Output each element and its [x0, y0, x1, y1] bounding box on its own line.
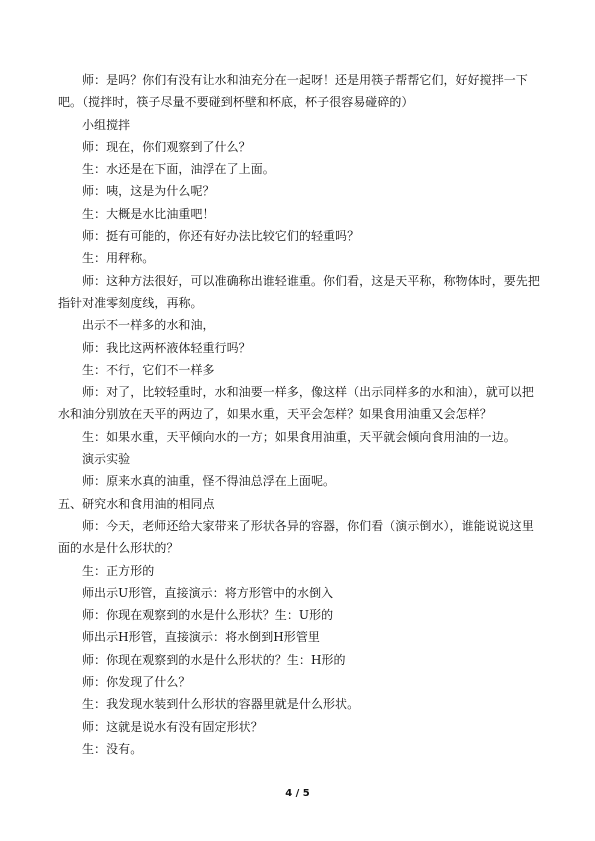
text-line: 师：对了，比较轻重时，水和油要一样多，像这样（出示同样多的水和油），就可以把: [82, 385, 534, 400]
text-line: 出示不一样多的水和油，: [82, 318, 215, 333]
text-line: 师：这就是说水有没有固定形状？: [82, 719, 263, 734]
text-line: 演示实验: [82, 452, 131, 467]
text-line: 师出示U形管，直接演示：将方形管中的水倒入: [82, 585, 334, 600]
text-line: 水和油分别放在天平的两边了，如果水重，天平会怎样？如果食用油重又会怎样？: [58, 407, 492, 422]
text-line: 生：如果水重，天平倾向水的一方；如果食用油重，天平就会倾向食用油的一边。: [82, 429, 516, 444]
page-body: [58, 72, 538, 763]
text-line: 五、研究水和食用油的相同点: [58, 496, 215, 511]
text-line: 师：这种方法很好，可以准确称出谁轻谁重。你们看，这是天平称，称物体时，要先把: [82, 273, 540, 288]
text-line: 师：你现在观察到的水是什么形状的？生：H形的: [82, 652, 346, 667]
text-line: 指针对准零刻度线，再称。: [58, 295, 203, 310]
text-line: 师出示H形管，直接演示：将水倒到H形管里: [82, 630, 320, 645]
text-line: 师：挺有可能的，你还有好办法比较它们的轻重吗？: [82, 229, 360, 244]
text-line: 吧。（搅拌时，筷子尽量不要碰到杯壁和杯底，杯子很容易碰碎的）: [58, 95, 414, 110]
text-line: 师：你发现了什么？: [82, 675, 191, 690]
text-line: 师：今天，老师还给大家带来了形状各异的容器，你们看（演示倒水），谁能说说这里: [82, 518, 534, 533]
text-line: 师：现在，你们观察到了什么？: [82, 139, 251, 154]
text-line: 生：不行，它们不一样多: [82, 362, 215, 377]
text-line: 生：正方形的: [82, 563, 155, 578]
text-line: 生：水还是在下面，油浮在了上面。: [82, 162, 275, 177]
text-line: 生：没有。: [82, 741, 143, 756]
text-line: 面的水是什么形状的？: [58, 541, 179, 556]
text-line: 生：大概是水比油重吧！: [82, 206, 215, 221]
text-line: 生：用秤称。: [82, 251, 155, 266]
text-line: 师：是吗？你们有没有让水和油充分在一起呀！还是用筷子帮帮它们，好好搅拌一下: [82, 73, 528, 87]
text-line: 小组搅拌: [82, 117, 131, 132]
text-line: 生：我发现水装到什么形状的容器里就是什么形状。: [82, 697, 360, 712]
text-line: 师：咦，这是为什么呢？: [82, 184, 215, 199]
text-line: 师：我比这两杯液体轻重行吗？: [82, 340, 251, 355]
page-number: 4 / 5: [285, 788, 310, 799]
text-line: 师：原来水真的油重，怪不得油总浮在上面呢。: [82, 474, 336, 489]
text-line: 师：你现在观察到的水是什么形状？生：U形的: [82, 608, 334, 623]
